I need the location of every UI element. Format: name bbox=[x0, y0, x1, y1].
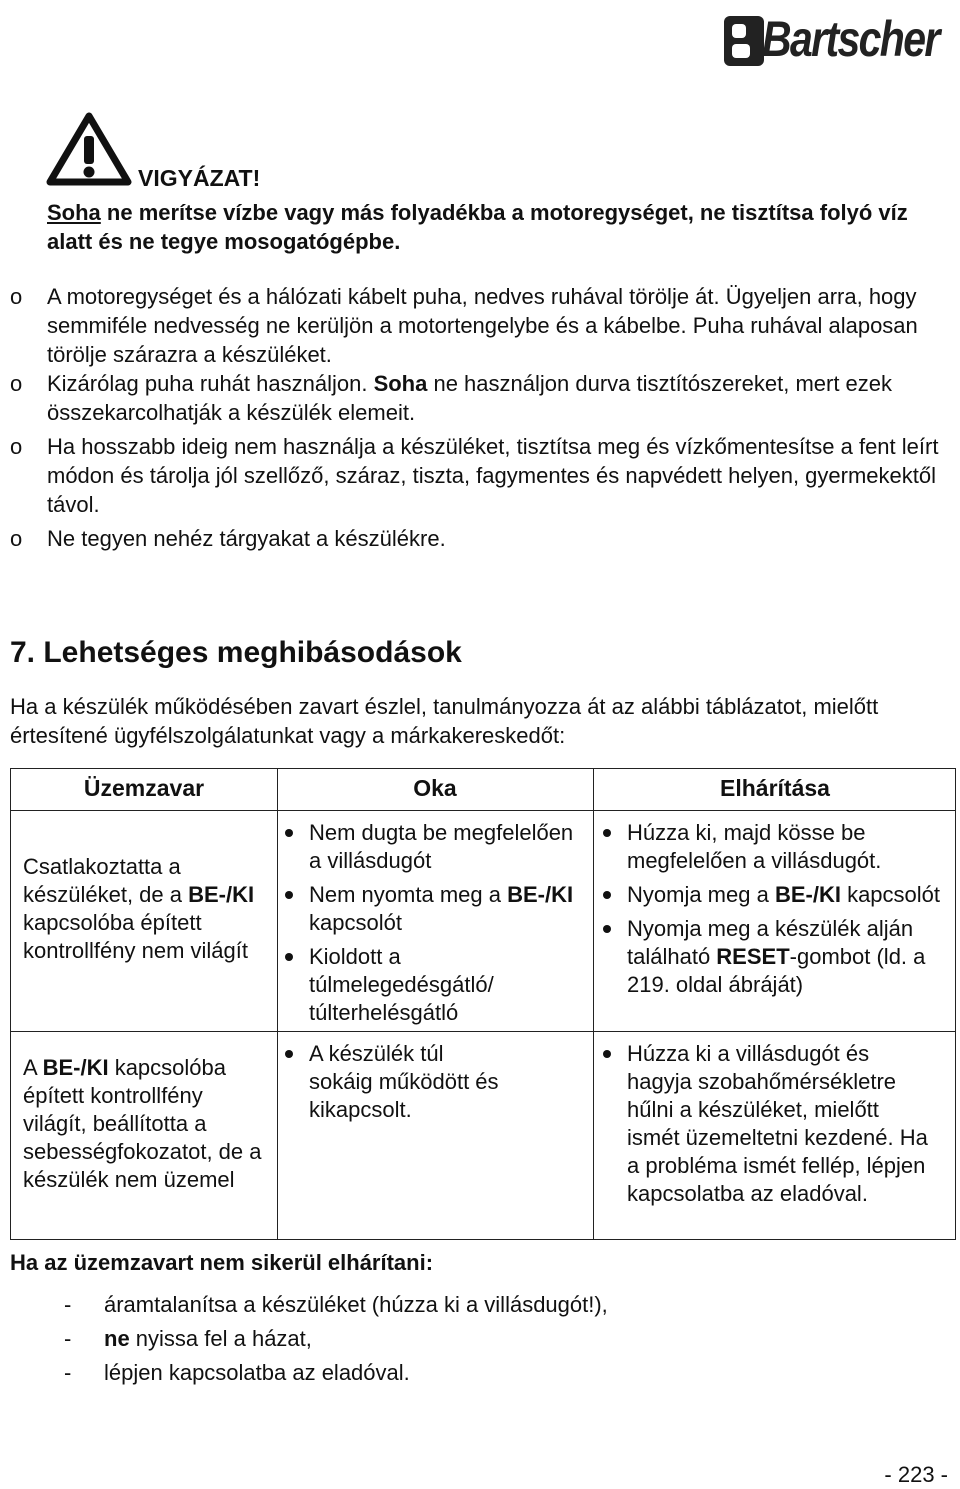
list-marker: - bbox=[64, 1326, 72, 1351]
list-marker: - bbox=[64, 1292, 72, 1317]
care-text: Kizárólag puha ruhát használjon. bbox=[47, 371, 374, 396]
fault-cell bbox=[23, 1054, 263, 1194]
section-heading: 7. Lehetséges meghibásodások bbox=[10, 636, 462, 669]
cause-item bbox=[279, 819, 584, 875]
cause-item bbox=[279, 1040, 509, 1124]
fix-item bbox=[597, 819, 949, 875]
fix-cell bbox=[597, 819, 949, 1005]
table-divider bbox=[277, 769, 278, 1239]
fix-text: Nyomja meg a bbox=[627, 882, 775, 907]
list-marker: - bbox=[64, 1360, 72, 1385]
unresolved-item bbox=[64, 1288, 608, 1322]
item-bold: ne bbox=[104, 1326, 130, 1351]
fix-text: Húzza ki, majd kösse be megfelelően a villásdugót. bbox=[627, 820, 882, 873]
fault-bold: BE-/KI bbox=[188, 882, 255, 907]
item-text: nyissa fel a házat, bbox=[129, 1326, 312, 1351]
list-marker: o bbox=[10, 526, 23, 551]
fix-text: kapcsolót bbox=[840, 882, 941, 907]
fix-text: Nyomja meg a készülék alján található bbox=[627, 916, 914, 969]
care-text: Ha hosszabb ideig nem használja a készüléket, tisztítsa meg és vízkőmentesítse a fent leírt módon és tárolja jól szellőző, száraz, tiszta, fagymentes és napvédett helyen, gyermekektől távol. bbox=[47, 434, 939, 517]
cause-item bbox=[279, 881, 584, 937]
header-cause: Oka bbox=[413, 775, 457, 801]
fault-text: kapcsolóba épített kontrollfény nem világít bbox=[23, 910, 248, 963]
warning-triangle-icon bbox=[46, 112, 132, 188]
care-text: ne használjon durva tisztítószereket, mert ezek összekarcolhatják a készülék elemeit. bbox=[47, 371, 893, 425]
fix-text: Húzza ki a villásdugót és hagyja szobahőmérsékletre hűlni a készüléket, mielőtt ismét üzemeltetni kezdené. Ha a probléma ismét fellép, lépjen kapcsolatba az eladóval. bbox=[627, 1041, 928, 1206]
unresolved-title: Ha az üzemzavart nem sikerül elhárítani: bbox=[10, 1250, 434, 1275]
table-divider bbox=[11, 810, 955, 811]
fault-text: kapcsolóba épített kontrollfény világít, beállította a sebességfokozatot, de a készülék nem üzemel bbox=[23, 1055, 262, 1192]
warning-text bbox=[47, 198, 927, 256]
care-item bbox=[10, 282, 950, 369]
fix-bold: RESET bbox=[716, 944, 790, 969]
unresolved-item bbox=[64, 1356, 608, 1390]
list-marker: o bbox=[10, 284, 23, 309]
care-text: Ne tegyen nehéz tárgyakat a készülékre. bbox=[47, 526, 446, 551]
cause-text: Nem nyomta meg a bbox=[309, 882, 508, 907]
cause-text: kapcsolót bbox=[309, 910, 402, 935]
care-list bbox=[10, 282, 950, 554]
fault-text: Csatlakoztatta a készüléket, de a bbox=[23, 854, 189, 907]
warning-rest: ne merítse vízbe vagy más folyadékba a motoregységet, ne tisztítsa folyó víz alatt és ne tegye mosogatógépbe. bbox=[47, 200, 908, 254]
troubleshooting-table bbox=[10, 768, 956, 1240]
cause-cell bbox=[279, 819, 584, 1033]
unresolved-item bbox=[64, 1322, 608, 1356]
fix-item bbox=[597, 915, 949, 999]
header-fault: Üzemzavar bbox=[83, 775, 205, 801]
fault-bold: BE-/KI bbox=[42, 1055, 109, 1080]
fix-item bbox=[597, 881, 949, 909]
cause-bold: BE-/KI bbox=[507, 882, 574, 907]
cause-cell bbox=[279, 1040, 509, 1130]
list-marker: o bbox=[10, 434, 23, 459]
section-intro: Ha a készülék működésében zavart észlel, tanulmányozza át az alábbi táblázatot, mielőtt értesítené ügyfélszolgálatunkat vagy a márkakereskedőt: bbox=[10, 694, 879, 748]
unresolved-list bbox=[64, 1288, 608, 1390]
cause-text: A készülék túl sokáig működött és kikapcsolt. bbox=[309, 1041, 499, 1122]
care-text: A motoregységet és a hálózati kábelt puha, nedves ruhával törölje át. Ügyeljen arra, hogy semmiféle nedvesség ne kerüljön a motortengelybe és a kábelbe. Puha ruhával alaposan törölje szárazra a készüléket. bbox=[47, 284, 918, 367]
cause-item bbox=[279, 943, 584, 1027]
logo-emblem-icon bbox=[722, 12, 766, 68]
care-item bbox=[10, 369, 950, 427]
fix-cell bbox=[597, 1040, 937, 1214]
care-item bbox=[10, 524, 950, 553]
item-text: áramtalanítsa a készüléket (húzza ki a villásdugót!), bbox=[104, 1292, 608, 1317]
page-number: - 223 - bbox=[884, 1462, 948, 1487]
fault-text: A bbox=[23, 1055, 43, 1080]
fault-cell bbox=[23, 853, 263, 965]
warning-title: VIGYÁZAT! bbox=[138, 165, 261, 191]
care-bold: Soha bbox=[373, 371, 428, 396]
fix-bold: BE-/KI bbox=[774, 882, 841, 907]
logo-text: Bartscher bbox=[762, 11, 939, 67]
care-item bbox=[10, 432, 950, 519]
header-fix: Elhárítása bbox=[720, 775, 830, 801]
item-text: lépjen kapcsolatba az eladóval. bbox=[104, 1360, 410, 1385]
table-divider bbox=[593, 769, 594, 1239]
brand-logo bbox=[722, 6, 942, 76]
cause-text: Kioldott a túlmelegedésgátló/ túlterhelésgátló bbox=[309, 944, 494, 1025]
list-marker: o bbox=[10, 371, 23, 396]
warning-lead: Soha bbox=[47, 200, 101, 225]
fix-item bbox=[597, 1040, 937, 1208]
cause-text: Nem dugta be megfelelően a villásdugót bbox=[309, 820, 574, 873]
fix-text: -gombot (ld. a 219. oldal ábráját) bbox=[627, 944, 926, 997]
